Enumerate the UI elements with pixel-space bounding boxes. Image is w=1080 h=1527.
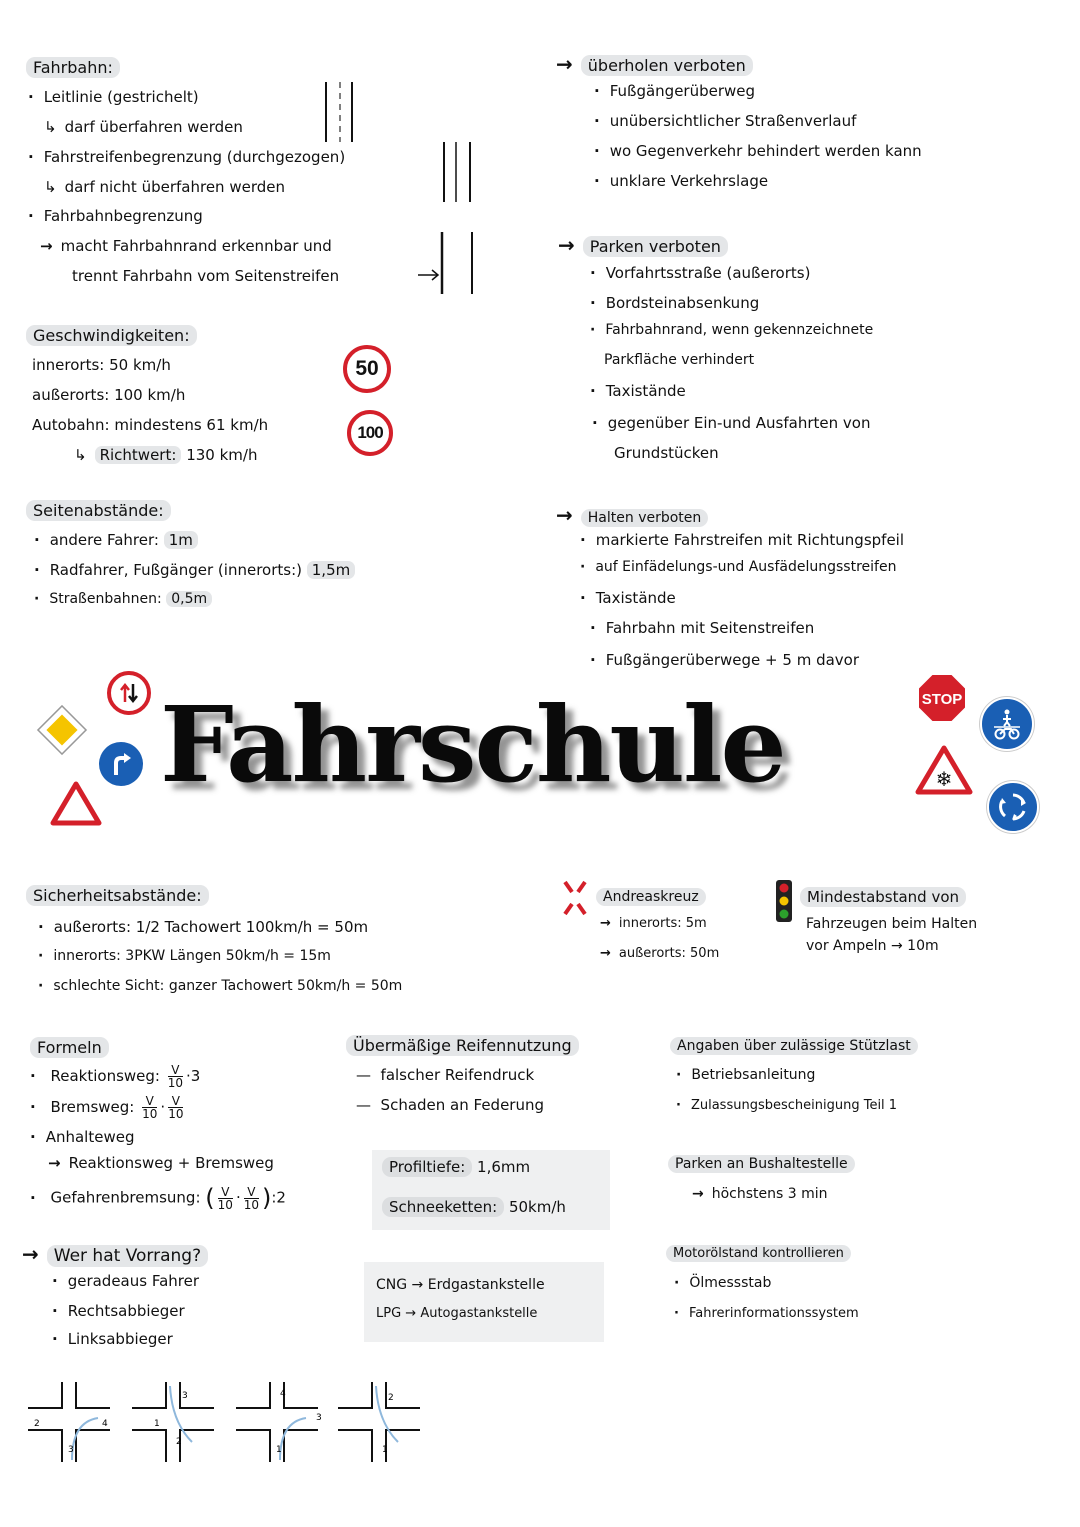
vorrang-item: · geradeaus Fahrer xyxy=(52,1272,199,1290)
ueberholen-item: · Fußgängerüberweg xyxy=(594,82,755,100)
bushalt-heading: Parken an Bushaltestelle xyxy=(668,1156,855,1172)
andreas-heading: Andreaskreuz xyxy=(596,889,706,905)
intersection-diagram xyxy=(28,1382,110,1462)
fahrbahnbegrenzung-2: trennt Fahrbahn vom Seitenstreifen xyxy=(72,267,340,285)
parken-item: Parkfläche verhindert xyxy=(604,352,755,368)
mindest-line1: Mindestabstand von xyxy=(800,888,966,906)
sicherheit-item: · schlechte Sicht: ganzer Tachowert 50km/h = 50m xyxy=(38,978,402,994)
intersection-diagrams xyxy=(28,1382,428,1466)
speed-innerorts: innerorts: 50 km/h xyxy=(32,356,171,374)
fraction: $\frac{V}{10}$ xyxy=(167,1063,184,1090)
reifen-item: — Schaden an Federung xyxy=(356,1096,544,1114)
road-edge xyxy=(236,1382,270,1408)
formel-anhalte-sub: → Reaktionsweg + Bremsweg xyxy=(48,1154,274,1172)
sicherheit-heading: Sicherheitsabstände: xyxy=(26,886,209,905)
seitenabstaende-heading: Seitenabstände: xyxy=(26,501,171,520)
gas-lpg: LPG → Autogastankstelle xyxy=(376,1306,538,1321)
svg-text:❄: ❄ xyxy=(935,767,953,791)
gas-box xyxy=(364,1262,604,1342)
banner-title: Fahrschule xyxy=(160,683,785,806)
andreaskreuz-icon xyxy=(562,879,588,917)
road-edge xyxy=(28,1430,62,1462)
road-edge xyxy=(132,1430,166,1462)
priority-road-icon xyxy=(34,702,90,758)
priority-number: 1 xyxy=(382,1445,388,1455)
fahrbahnbegrenzung-drawing-icon xyxy=(414,228,480,298)
priority-number: 3 xyxy=(68,1445,74,1455)
motoroel-item: · Ölmessstab xyxy=(674,1275,771,1291)
reifen-heading: Übermäßige Reifennutzung xyxy=(346,1036,579,1055)
fraction: $\frac{V}{10}$ xyxy=(142,1094,158,1121)
priority-number: 4 xyxy=(102,1419,108,1429)
road-edge xyxy=(132,1382,166,1408)
priority-number: 2 xyxy=(34,1419,40,1429)
fahrstreifen-drawing-icon xyxy=(438,140,478,206)
andreas-innerorts: → innerorts: 5m xyxy=(600,916,707,931)
priority-number: 1 xyxy=(154,1419,160,1429)
priority-number: 3 xyxy=(316,1413,322,1423)
road-edge xyxy=(236,1430,270,1462)
abstand-andere: · andere Fahrer: 1m xyxy=(34,531,198,549)
turn-right-mandatory-icon xyxy=(99,742,143,786)
road-edge xyxy=(338,1382,372,1408)
priority-number: 2 xyxy=(176,1437,182,1447)
leitlinie: · Leitlinie (gestrichelt) xyxy=(28,88,199,106)
speed-limit-100-icon: 100 xyxy=(347,410,393,456)
fahrbahn-heading: Fahrbahn: xyxy=(26,58,120,77)
fahrstreifen: · Fahrstreifenbegrenzung (durchgezogen) xyxy=(28,148,345,166)
formel-brems: · Bremsweg: $\frac{V}{10}$ · $\frac{V}{10}$ xyxy=(30,1095,186,1120)
speed-limit-50-icon: 50 xyxy=(343,345,391,393)
profiltiefe: Profiltiefe: 1,6mm xyxy=(382,1158,530,1176)
priority-number: 1 xyxy=(276,1445,282,1455)
ueberholen-heading: → überholen verboten xyxy=(556,52,753,76)
road-edge xyxy=(284,1382,318,1408)
intersection-diagram xyxy=(236,1382,322,1462)
stuetzlast-heading: Angaben über zulässige Stützlast xyxy=(670,1038,918,1054)
snow-warning-icon xyxy=(914,744,974,796)
ueberholen-item: · unklare Verkehrslage xyxy=(594,172,768,190)
warning-triangle-icon xyxy=(50,780,102,826)
fahrstreifen-sub: ↳ darf nicht überfahren werden xyxy=(44,178,285,196)
priority-number: 4 xyxy=(280,1389,286,1399)
stuetzlast-item: · Betriebsanleitung xyxy=(676,1067,815,1083)
fahrbahnbegrenzung: · Fahrbahnbegrenzung xyxy=(28,207,203,225)
halten-item: · auf Einfädelungs-und Ausfädelungsstreifen xyxy=(580,559,896,575)
gas-cng: CNG → Erdgastankstelle xyxy=(376,1277,545,1293)
formel-anhalte: · Anhalteweg xyxy=(30,1128,134,1146)
stuetzlast-item: · Zulassungsbescheinigung Teil 1 xyxy=(676,1098,897,1113)
parken-item: Grundstücken xyxy=(614,444,719,462)
motoroel-heading: Motorölstand kontrollieren xyxy=(666,1246,851,1261)
ueberholen-item: · wo Gegenverkehr behindert werden kann xyxy=(594,142,922,160)
speed-richtwert: ↳ Richtwert: 130 km/h xyxy=(74,446,257,464)
bushalt-sub: → höchstens 3 min xyxy=(692,1186,828,1202)
parken-item: · gegenüber Ein-und Ausfahrten von xyxy=(592,414,870,432)
roundabout-icon xyxy=(987,781,1039,833)
road-edge xyxy=(284,1430,318,1462)
parken-item: · Bordsteinabsenkung xyxy=(590,294,759,312)
motoroel-item: · Fahrerinformationssystem xyxy=(674,1306,859,1321)
mindest-line2: Fahrzeugen beim Halten xyxy=(806,916,978,932)
reifen-item: — falscher Reifendruck xyxy=(356,1066,535,1084)
formeln-heading: Formeln xyxy=(30,1038,109,1057)
vorrang-item: · Linksabbieger xyxy=(52,1330,173,1348)
leitlinie-drawing-icon xyxy=(318,80,368,146)
traffic-light-icon xyxy=(775,879,793,923)
parken-item: · Fahrbahnrand, wenn gekennzeichnete xyxy=(590,322,873,338)
parken-item: · Vorfahrtsstraße (außerorts) xyxy=(590,264,810,282)
fraction: $\frac{V}{10}$ xyxy=(217,1184,233,1212)
leitlinie-sub: ↳ darf überfahren werden xyxy=(44,118,243,136)
geschwindigkeiten-heading: Geschwindigkeiten: xyxy=(26,326,197,345)
priority-number: 2 xyxy=(388,1393,394,1403)
road-edge xyxy=(28,1382,62,1408)
halten-heading: → Halten verboten xyxy=(556,503,708,527)
priority-number: 3 xyxy=(182,1391,188,1401)
road-edge xyxy=(76,1430,110,1462)
oncoming-traffic-priority-icon xyxy=(107,671,151,715)
schneeketten: Schneeketten: 50km/h xyxy=(382,1198,566,1216)
fraction: $\frac{V}{10}$ xyxy=(168,1094,184,1121)
sicherheit-item: · außerorts: 1/2 Tachowert 100km/h = 50m xyxy=(38,918,368,936)
vorrang-heading: → Wer hat Vorrang? xyxy=(22,1242,208,1266)
parken-heading: → Parken verboten xyxy=(558,233,728,257)
road-edge xyxy=(76,1382,110,1408)
formel-gefahren: · Gefahrenbremsung: ( $\frac{V}{10}$ · $\frac{V}{10}$ ):2 xyxy=(30,1184,286,1212)
stop-sign-label: STOP xyxy=(921,691,963,708)
intersection-diagram xyxy=(132,1382,214,1462)
halten-item: · Fußgängerüberwege + 5 m davor xyxy=(590,651,859,669)
vorrang-item: · Rechtsabbieger xyxy=(52,1302,185,1320)
formel-reaktion: · Reaktionsweg: $\frac{V}{10}$ ·3 xyxy=(30,1064,200,1089)
intersection-diagram xyxy=(338,1382,420,1462)
sicherheit-item: · innerorts: 3PKW Längen 50km/h = 15m xyxy=(38,948,331,964)
road-edge xyxy=(338,1430,372,1462)
abstand-strassenbahn: · Straßenbahnen: 0,5m xyxy=(34,591,212,607)
halten-item: · Fahrbahn mit Seitenstreifen xyxy=(590,619,814,637)
fraction: $\frac{V}{10}$ xyxy=(243,1184,259,1212)
andreas-ausserorts: → außerorts: 50m xyxy=(600,946,719,961)
halten-item: · Taxistände xyxy=(580,589,676,607)
abstand-rad: · Radfahrer, Fußgänger (innerorts:) 1,5m xyxy=(34,561,355,579)
ueberholen-item: · unübersichtlicher Straßenverlauf xyxy=(594,112,856,130)
halten-item: · markierte Fahrstreifen mit Richtungspfeil xyxy=(580,531,904,549)
mindest-line3: vor Ampeln → 10m xyxy=(806,938,939,954)
speed-autobahn: Autobahn: mindestens 61 km/h xyxy=(32,416,269,434)
parken-item: · Taxistände xyxy=(590,382,686,400)
stop-sign-icon xyxy=(916,672,968,724)
speed-ausserorts: außerorts: 100 km/h xyxy=(32,386,186,404)
pedestrian-bike-path-icon xyxy=(980,697,1034,751)
fahrbahnbegrenzung-1: → macht Fahrbahnrand erkennbar und xyxy=(40,237,332,255)
